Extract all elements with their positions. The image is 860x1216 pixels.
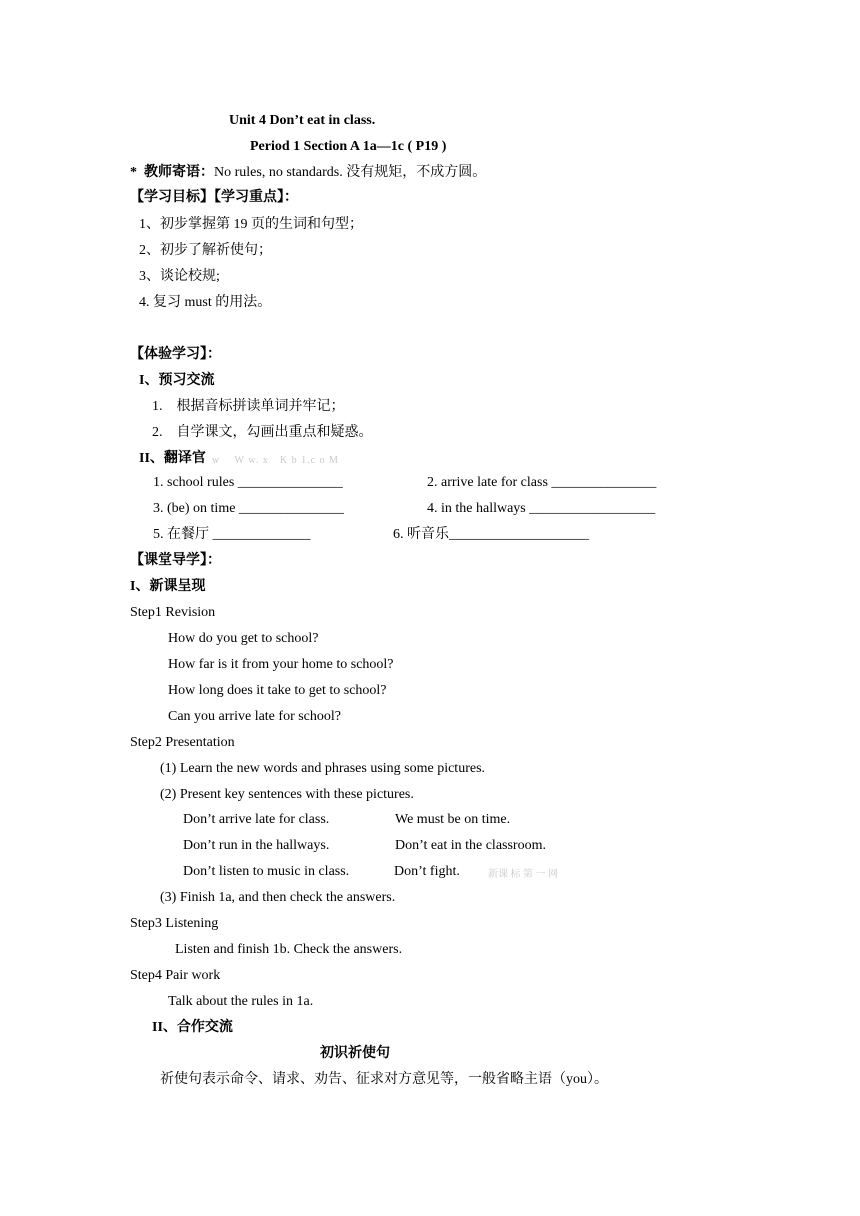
presentation-item: (1) Learn the new words and phrases using some pictures. xyxy=(160,761,486,776)
presentation-item: (3) Finish 1a, and then check the answers. xyxy=(160,890,396,905)
key-sentence: Don’t arrive late for class. xyxy=(183,812,330,827)
watermark: w W w. x K b 1.c o M xyxy=(212,455,339,466)
objective-item: 4. 复习 must 的用法。 xyxy=(139,295,272,310)
key-sentence: Don’t run in the hallways. xyxy=(183,838,330,853)
new-lesson-heading: I、新课呈现 xyxy=(130,579,206,594)
revision-question: How long does it take to get to school? xyxy=(168,683,387,698)
preview-heading: I、预习交流 xyxy=(139,373,215,388)
imperative-definition: 祈使句表示命令、请求、劝告、征求对方意见等，一般省略主语（you）。 xyxy=(160,1072,608,1087)
period-title: Period 1 Section A 1a—1c ( P19 ) xyxy=(250,139,447,154)
step3-title: Step3 Listening xyxy=(130,916,219,931)
pair-work-line: Talk about the rules in 1a. xyxy=(168,994,314,1009)
step4-title: Step4 Pair work xyxy=(130,968,221,983)
objective-item: 1、初步掌握第 19 页的生词和句型； xyxy=(139,217,363,232)
preview-item: 1. 根据音标拼读单词并牢记； xyxy=(152,399,345,414)
preview-item: 2. 自学课文，勾画出重点和疑惑。 xyxy=(152,425,373,440)
motto-star: * xyxy=(130,165,137,180)
cooperation-heading: II、合作交流 xyxy=(152,1020,233,1035)
translate-item: 1. school rules _______________ xyxy=(153,475,343,490)
step1-title: Step1 Revision xyxy=(130,605,216,620)
teacher-motto xyxy=(130,164,486,182)
translate-item: 4. in the hallways __________________ xyxy=(427,501,656,516)
motto-text: No rules, no standards. 没有规矩，不成方圆。 xyxy=(214,165,487,180)
experience-heading: 【体验学习】： xyxy=(130,347,221,362)
revision-question: How do you get to school? xyxy=(168,631,319,646)
key-sentence: Don’t listen to music in class. xyxy=(183,864,350,879)
watermark: 新课 标 第 一 网 xyxy=(488,869,558,880)
translate-item: 3. (be) on time _______________ xyxy=(153,501,344,516)
key-sentence: Don’t eat in the classroom. xyxy=(395,838,546,853)
objectives-heading: 【学习目标】【学习重点】： xyxy=(130,190,298,205)
translate-item: 6. 听音乐____________________ xyxy=(393,527,589,542)
classroom-heading: 【课堂导学】： xyxy=(130,553,221,568)
listening-line: Listen and finish 1b. Check the answers. xyxy=(175,942,403,957)
unit-title: Unit 4 Don’t eat in class. xyxy=(229,113,376,128)
revision-question: Can you arrive late for school? xyxy=(168,709,341,724)
step2-title: Step2 Presentation xyxy=(130,735,235,750)
imperative-subheading: 初识祈使句 xyxy=(320,1046,390,1061)
translate-item: 2. arrive late for class _______________ xyxy=(427,475,657,490)
objective-item: 2、初步了解祈使句； xyxy=(139,243,272,258)
key-sentence: Don’t fight. xyxy=(394,864,460,879)
motto-label: 教师寄语： xyxy=(144,165,214,180)
presentation-item: (2) Present key sentences with these pictures. xyxy=(160,787,414,802)
key-sentence: We must be on time. xyxy=(395,812,511,827)
translate-item: 5. 在餐厅 ______________ xyxy=(153,527,311,542)
revision-question: How far is it from your home to school? xyxy=(168,657,394,672)
objective-item: 3、谈论校规; xyxy=(139,269,220,284)
translate-heading: II、翻译官 xyxy=(139,451,206,466)
